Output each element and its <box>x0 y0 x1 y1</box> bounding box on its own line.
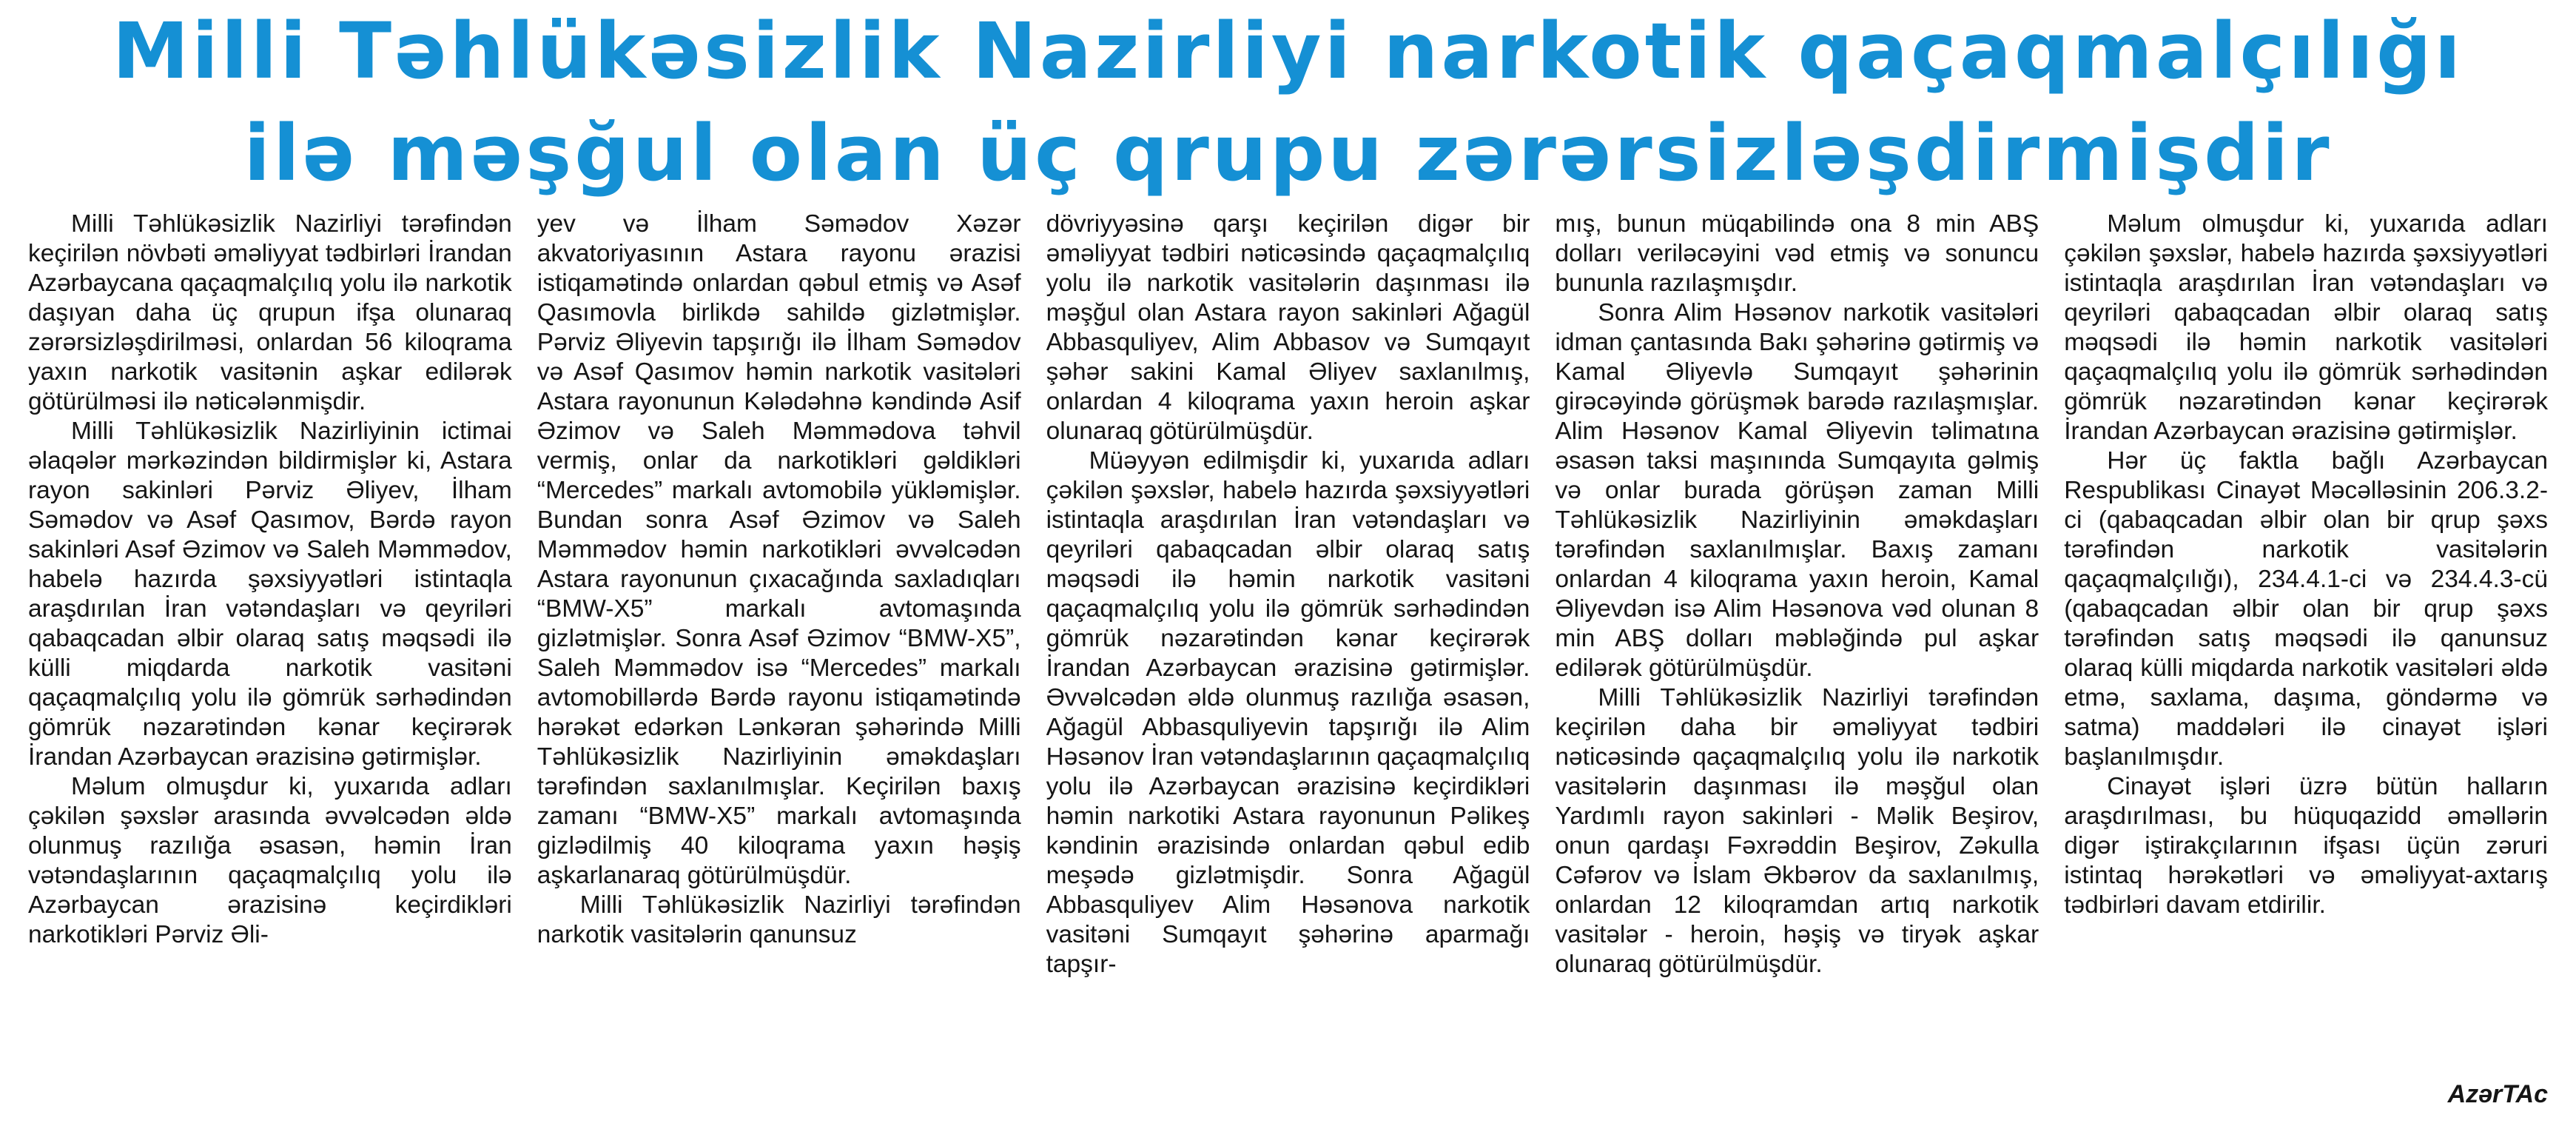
article-headline <box>0 0 2576 198</box>
paragraph: Milli Təhlükəsizlik Nazirliyi tərəfindən keçirilən növbəti əməliyyat tədbirləri İrandan Azərbaycana qaçaqmalçılıq yolu ilə narkotik daşıyan daha üç qrupun ifşa olunaraq zərərsizləşdirilməsi, onlardan 56 kiloqrama yaxın narkotik vasitənin aşkar edilərək götürülməsi ilə nəticələnmişdir. <box>28 210 512 415</box>
paragraph: Məlum olmuşdur ki, yuxarıda adları çəkilən şəxslər, habelə hazırda şəxsiyyətləri istintaqla araşdırılan İran vətəndaşları və qeyriləri qabaqcadan əlbir olaraq satış məqsədi ilə həmin narkotik vasitələri qaçaqmalçılıq yolu ilə gömrük sərhədindən gömrük nəzarətindən kənar keçirərək İrandan Azərbaycan ərazisinə gətirmişlər. <box>2064 210 2548 445</box>
paragraph: mış, bunun müqabilində ona 8 min ABŞ dolları veriləcəyini vəd etmiş və sonuncu bununla razılaşmışdır. <box>1555 210 2039 297</box>
source-credit: AzərTAc <box>2447 1080 2548 1108</box>
headline-line-2: ilə məşğul olan üç qrupu zərərsizləşdirmişdir <box>243 108 2333 198</box>
paragraph: Məlum olmuşdur ki, yuxarıda adları çəkilən şəxslər arasında əvvəlcədən əldə olunmuş razılığa əsasən, həmin İran vətəndaşlarının qaçaqmalçılıq yolu ilə Azərbaycan ərazisinə keçirdikləri narkotikləri Pərviz Əli- <box>28 773 512 948</box>
column-4 <box>1555 210 2039 1111</box>
column-5 <box>2064 210 2548 1111</box>
column-3 <box>1046 210 1530 1111</box>
paragraph: Cinayət işləri üzrə bütün halların araşdırılması, bu hüquqazidd əməllərin digər iştirakçılarının ifşası üçün zəruri istintaq hərəkətləri və əməliyyat-axtarış tədbirləri davam etdirilir. <box>2064 773 2548 919</box>
article-body <box>28 210 2548 1111</box>
paragraph: Müəyyən edilmişdir ki, yuxarıda adları çəkilən şəxslər, habelə hazırda şəxsiyyətləri istintaqla araşdırılan İran vətəndaşları və qeyriləri qabaqcadan əlbir olaraq satış məqsədi ilə həmin narkotik vasitəni qaçaqmalçılıq yolu ilə gömrük sərhədindən gömrük nəzarətindən kənar keçirərək İrandan Azərbaycan ərazisinə gətirmişlər. Əvvəlcədən əldə olunmuş razılığa əsasən, Ağagül Abbasquliyevin tapşırığı ilə Alim Həsənov İran vətəndaşlarının qaçaqmalçılıq yolu ilə Azərbaycan ərazisinə keçirdikləri həmin narkotiki Astara rayonunun Pəlikeş kəndinin ərazisində onlardan qəbul edib meşədə gizlətmişdir. Sonra Ağagül Abbasquliyev Alim Həsənova narkotik vasitəni Sumqayıt şəhərinə aparmağı tapşır- <box>1046 447 1530 978</box>
paragraph: Milli Təhlükəsizlik Nazirliyi tərəfindən keçirilən daha bir əməliyyat tədbiri nəticəsində qaçaqmalçılıq yolu ilə narkotik vasitələrin daşınması ilə məşğul olan Yardımlı rayon sakinləri - Məlik Beşirov, onun qardaşı Fəxrəddin Beşirov, Zəkulla Cəfərov və İslam Əkbərov da saxlanılmış, onlardan 12 kiloqramdan artıq narkotik vasitələr - heroin, həşiş və tiryək aşkar olunaraq götürülmüşdür. <box>1555 684 2039 978</box>
column-2 <box>537 210 1021 1111</box>
headline-line-1: Milli Təhlükəsizlik Nazirliyi narkotik qaçaqmalçılığı <box>112 6 2464 96</box>
paragraph: Sonra Alim Həsənov narkotik vasitələri idman çantasında Bakı şəhərinə gətirmiş və Kamal Əliyevlə Sumqayıt şəhərinin girəcəyində görüşmək barədə razılaşmışlar. Alim Həsənov Kamal Əliyevin təlimatına əsasən taksi maşınında Sumqayıta gəlmiş və onlar burada görüşən zaman Milli Təhlükəsizlik Nazirliyinin əməkdaşları tərəfindən saxlanılmışlar. Baxış zamanı onlardan 4 kiloqrama yaxın heroin, Kamal Əliyevdən isə Alim Həsənova vəd olunan 8 min ABŞ dolları məbləğində pul aşkar edilərək götürülmüşdür. <box>1555 299 2039 682</box>
paragraph: Milli Təhlükəsizlik Nazirliyi tərəfindən narkotik vasitələrin qanunsuz <box>537 891 1021 948</box>
column-1 <box>28 210 512 1111</box>
paragraph: dövriyyəsinə qarşı keçirilən digər bir əməliyyat tədbiri nəticəsində qaçaqmalçılıq yolu ilə narkotik vasitələrin daşınması ilə məşğul olan Astara rayon sakinləri Ağagül Abbasquliyev, Alim Abbasov və Sumqayıt şəhər sakini Kamal Əliyev saxlanılmış, onlardan 4 kiloqrama yaxın heroin aşkar olunaraq götürülmüşdür. <box>1046 210 1530 445</box>
paragraph: Milli Təhlükəsizlik Nazirliyinin ictimai əlaqələr mərkəzindən bildirmişlər ki, Astara rayon sakinləri Pərviz Əliyev, İlham Səmədov və Asəf Qasımov, Bərdə rayon sakinləri Asəf Əzimov və Saleh Məmmədov, habelə hazırda şəxsiyyətləri istintaqla araşdırılan İran vətəndaşları və qeyriləri qabaqcadan əlbir olaraq satış məqsədi ilə külli miqdarda narkotik vasitəni qaçaqmalçılıq yolu ilə gömrük sərhədindən gömrük nəzarətindən kənar keçirərək İrandan Azərbaycan ərazisinə gətirmişlər. <box>28 418 512 771</box>
paragraph: yev və İlham Səmədov Xəzər akvatoriyasının Astara rayonu ərazisi istiqamətində onlardan qəbul etmiş və Asəf Qasımovla birlikdə sahildə gizlətmişlər. Pərviz Əliyevin tapşırığı ilə İlham Səmədov və Asəf Qasımov həmin narkotik vasitələri Astara rayonunun Kələdəhnə kəndində Asif Əzimov və Saleh Məmmədova təhvil vermiş, onlar da narkotikləri gəldikləri “Mercedes” markalı avtomobilə yükləmişlər. Bundan sonra Asəf Əzimov və Saleh Məmmədov həmin narkotikləri əvvəlcədən Astara rayonunun çıxacağında saxladıqları “BMW-X5” markalı avtomaşında gizlətmişlər. Sonra Asəf Əzimov “BMW-X5”, Saleh Məmmədov isə “Mercedes” markalı avtomobillərdə Bərdə rayonu istiqamətində hərəkət edərkən Lənkəran şəhərində Milli Təhlükəsizlik Nazirliyinin əməkdaşları tərəfindən saxlanılmışlar. Keçirilən baxış zamanı “BMW-X5” markalı avtomaşında gizlədilmiş 40 kiloqrama yaxın həşiş aşkarlanaraq götürülmüşdür. <box>537 210 1021 889</box>
paragraph: Hər üç faktla bağlı Azərbaycan Respublikası Cinayət Məcəlləsinin 206.3.2-ci (qabaqcadan əlbir olan bir qrup şəxs tərəfindən narkotik vasitələrin qaçaqmalçılığı), 234.4.1-ci və 234.4.3-cü (qabaqcadan əlbir olan bir qrup şəxs tərəfindən satış məqsədi ilə qanunsuz olaraq külli miqdarda narkotik vasitələri əldə etmə, saxlama, daşıma, göndərmə və satma) maddələri ilə cinayət işləri başlanılmışdır. <box>2064 447 2548 771</box>
